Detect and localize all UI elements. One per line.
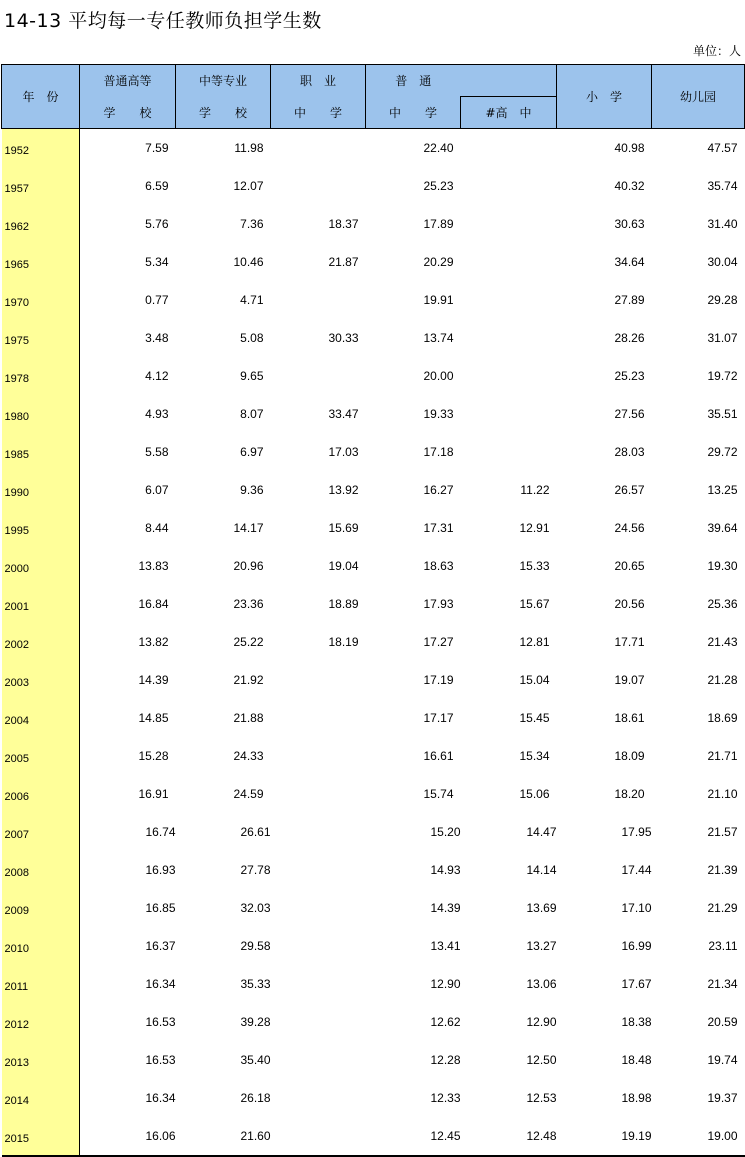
- cell-year: 2015: [2, 1117, 80, 1156]
- cell-kindergarten: 21.71: [707, 749, 738, 763]
- cell-primary-school: 19.19: [557, 1117, 652, 1156]
- cell-year: 2005: [2, 737, 80, 775]
- cell-primary-school: 34.64: [614, 255, 645, 269]
- table-row: [2, 1117, 745, 1156]
- table-row: [2, 395, 745, 433]
- cell-primary-school: 28.03: [614, 445, 645, 459]
- cell-regular-secondary: 17.93: [423, 597, 454, 611]
- cell-vocational-school: 18.19: [328, 635, 359, 649]
- cell-regular-secondary: 17.17: [423, 711, 454, 725]
- cell-primary-school: 17.95: [621, 825, 652, 839]
- cell-vocational-school: 33.47: [328, 407, 359, 421]
- cell-kindergarten: 21.57: [707, 825, 738, 839]
- header-regular-bottom: 中 学: [366, 97, 461, 129]
- cell-senior-high: 14.47: [526, 825, 557, 839]
- cell-primary-school: 40.32: [614, 179, 645, 193]
- cell-senior-high: 12.53: [526, 1091, 557, 1105]
- cell-higher-education: 15.28: [138, 749, 169, 763]
- cell-secondary-specialized: 10.46: [233, 255, 264, 269]
- cell-higher-education: 16.93: [145, 863, 176, 877]
- cell-year: 2006: [2, 775, 80, 813]
- cell-higher-education: 6.07: [145, 483, 169, 497]
- page-title: 14-13 平均每一专任教师负担学生数: [4, 10, 322, 32]
- cell-primary-school: 20.56: [614, 597, 645, 611]
- cell-higher-education: 5.76: [145, 217, 169, 231]
- table-row: [2, 661, 745, 699]
- cell-vocational-school: 17.03: [328, 445, 359, 459]
- cell-primary-school: 18.98: [621, 1091, 652, 1105]
- cell-regular-secondary: 15.74: [423, 787, 454, 801]
- cell-higher-education: 16.91: [138, 787, 169, 801]
- cell-secondary-specialized: 24.33: [233, 749, 264, 763]
- cell-higher-education: 14.39: [138, 673, 169, 687]
- cell-vocational-school: [271, 281, 366, 319]
- cell-higher-education: 3.48: [145, 331, 169, 345]
- cell-secondary-specialized: 5.08: [240, 331, 264, 345]
- cell-senior-high: 12.48: [461, 1117, 557, 1156]
- cell-higher-education: 13.83: [138, 559, 169, 573]
- table-row: [2, 547, 745, 585]
- cell-senior-high: 13.69: [526, 901, 557, 915]
- cell-secondary-specialized: 21.92: [233, 673, 264, 687]
- cell-primary-school: 18.61: [614, 711, 645, 725]
- cell-secondary-specialized: 29.58: [240, 939, 271, 953]
- cell-senior-high: 15.45: [519, 711, 550, 725]
- cell-higher-education: 5.58: [145, 445, 169, 459]
- cell-primary-school: 19.07: [614, 673, 645, 687]
- cell-secondary-specialized: 7.36: [240, 217, 264, 231]
- cell-regular-secondary: 16.61: [423, 749, 454, 763]
- cell-vocational-school: [271, 167, 366, 205]
- cell-regular-secondary: 16.27: [423, 483, 454, 497]
- cell-senior-high: [461, 319, 557, 357]
- cell-regular-secondary: 12.62: [430, 1015, 461, 1029]
- cell-vocational-school: [271, 1117, 366, 1156]
- cell-secondary-specialized: 6.97: [240, 445, 264, 459]
- cell-kindergarten: 31.07: [707, 331, 738, 345]
- cell-vocational-school: 18.37: [328, 217, 359, 231]
- cell-primary-school: 18.20: [614, 787, 645, 801]
- cell-primary-school: 17.67: [621, 977, 652, 991]
- cell-regular-secondary: 19.91: [423, 293, 454, 307]
- table-row: [2, 509, 745, 547]
- cell-regular-secondary: 22.40: [423, 141, 454, 155]
- cell-primary-school: 16.99: [621, 939, 652, 953]
- cell-primary-school: 27.56: [614, 407, 645, 421]
- cell-higher-education: 16.06: [80, 1117, 176, 1156]
- cell-kindergarten: 35.74: [707, 179, 738, 193]
- cell-secondary-specialized: 14.17: [233, 521, 264, 535]
- cell-secondary-specialized: 21.60: [176, 1117, 271, 1156]
- header-higher-top: 普通高等: [80, 65, 176, 97]
- table-row: [2, 167, 745, 205]
- cell-secondary-specialized: 9.36: [240, 483, 264, 497]
- cell-year: 1980: [2, 395, 80, 433]
- cell-higher-education: 14.85: [138, 711, 169, 725]
- table-row: [2, 243, 745, 281]
- cell-secondary-specialized: 11.98: [234, 141, 264, 155]
- header-kindergarten: 幼儿园: [652, 65, 745, 129]
- cell-senior-high: [461, 357, 557, 395]
- table-body: [2, 129, 745, 1157]
- cell-higher-education: 16.34: [145, 1091, 176, 1105]
- cell-vocational-school: [271, 1003, 366, 1041]
- cell-regular-secondary: 25.23: [423, 179, 454, 193]
- cell-regular-secondary: 18.63: [423, 559, 454, 573]
- cell-secondary-specialized: 23.36: [233, 597, 264, 611]
- cell-secondary-specialized: 20.96: [233, 559, 264, 573]
- cell-kindergarten: 20.59: [707, 1015, 738, 1029]
- cell-vocational-school: [271, 357, 366, 395]
- cell-regular-secondary: 14.93: [430, 863, 461, 877]
- cell-vocational-school: [271, 889, 366, 927]
- header-primary: 小 学: [557, 65, 652, 129]
- cell-primary-school: 20.65: [614, 559, 645, 573]
- cell-senior-high: [461, 433, 557, 471]
- cell-vocational-school: [271, 661, 366, 699]
- header-vocational-bottom: 中 学: [271, 97, 366, 129]
- cell-regular-secondary: 17.31: [423, 521, 454, 535]
- cell-year: 1970: [2, 281, 80, 319]
- header-year: 年 份: [2, 65, 80, 129]
- cell-secondary-specialized: 8.07: [240, 407, 264, 421]
- cell-primary-school: 26.57: [614, 483, 645, 497]
- header-regular-top-spacer: [461, 65, 557, 97]
- cell-senior-high: 15.67: [519, 597, 550, 611]
- cell-year: 2001: [2, 585, 80, 623]
- cell-higher-education: 4.12: [145, 369, 169, 383]
- cell-senior-high: 12.81: [519, 635, 550, 649]
- cell-vocational-school: 18.89: [328, 597, 359, 611]
- cell-higher-education: 7.59: [145, 141, 169, 155]
- cell-primary-school: 40.98: [614, 141, 645, 155]
- table-row: [2, 205, 745, 243]
- cell-secondary-specialized: 25.22: [233, 635, 264, 649]
- cell-kindergarten: 13.25: [707, 483, 738, 497]
- cell-regular-secondary: 15.20: [430, 825, 461, 839]
- table-row: [2, 1041, 745, 1079]
- cell-vocational-school: 21.87: [328, 255, 359, 269]
- table-row: [2, 281, 745, 319]
- cell-kindergarten: 29.28: [707, 293, 738, 307]
- cell-secondary-specialized: 35.33: [240, 977, 271, 991]
- cell-senior-high: 13.27: [526, 939, 557, 953]
- table-row: [2, 813, 745, 851]
- cell-vocational-school: [271, 965, 366, 1003]
- cell-higher-education: 4.93: [145, 407, 169, 421]
- cell-year: 1952: [2, 129, 80, 168]
- table-row: [2, 471, 745, 509]
- cell-year: 1965: [2, 243, 80, 281]
- cell-kindergarten: 21.28: [707, 673, 738, 687]
- cell-senior-high: [461, 205, 557, 243]
- table-row: [2, 851, 745, 889]
- cell-vocational-school: [271, 1041, 366, 1079]
- cell-vocational-school: [271, 851, 366, 889]
- table-row: [2, 585, 745, 623]
- cell-primary-school: 17.10: [621, 901, 652, 915]
- cell-higher-education: 16.85: [145, 901, 176, 915]
- header-secondary-bottom: 学 校: [176, 97, 271, 129]
- cell-regular-secondary: 12.33: [430, 1091, 461, 1105]
- cell-senior-high: [461, 129, 557, 168]
- data-table: [1, 64, 745, 1157]
- header-higher-bottom: 学 校: [80, 97, 176, 129]
- cell-year: 1990: [2, 471, 80, 509]
- cell-higher-education: 5.34: [145, 255, 169, 269]
- cell-senior-high: 15.04: [519, 673, 550, 687]
- cell-primary-school: 18.09: [614, 749, 645, 763]
- cell-year: 2013: [2, 1041, 80, 1079]
- cell-primary-school: 27.89: [614, 293, 645, 307]
- cell-secondary-specialized: 35.40: [240, 1053, 271, 1067]
- cell-kindergarten: 19.37: [707, 1091, 738, 1105]
- cell-higher-education: 8.44: [145, 521, 169, 535]
- table-row: [2, 965, 745, 1003]
- cell-year: 1975: [2, 319, 80, 357]
- cell-kindergarten: 21.29: [707, 901, 738, 915]
- cell-kindergarten: 19.00: [652, 1117, 745, 1156]
- cell-primary-school: 30.63: [614, 217, 645, 231]
- cell-primary-school: 17.71: [614, 635, 645, 649]
- cell-year: 2014: [2, 1079, 80, 1117]
- cell-kindergarten: 35.51: [707, 407, 738, 421]
- cell-year: 2012: [2, 1003, 80, 1041]
- cell-year: 2009: [2, 889, 80, 927]
- cell-senior-high: 15.33: [519, 559, 550, 573]
- cell-senior-high: 11.22: [520, 483, 550, 497]
- cell-kindergarten: 23.11: [708, 939, 738, 953]
- cell-regular-secondary: 20.00: [423, 369, 454, 383]
- cell-regular-secondary: 14.39: [430, 901, 461, 915]
- cell-regular-secondary: 17.18: [423, 445, 454, 459]
- cell-primary-school: 25.23: [614, 369, 645, 383]
- table-row: [2, 699, 745, 737]
- cell-vocational-school: [271, 775, 366, 813]
- cell-regular-secondary: 19.33: [423, 407, 454, 421]
- cell-senior-high: 13.06: [526, 977, 557, 991]
- header-regular-top: 普 通: [366, 65, 461, 97]
- cell-year: 1995: [2, 509, 80, 547]
- cell-vocational-school: [271, 1079, 366, 1117]
- cell-year: 1957: [2, 167, 80, 205]
- cell-vocational-school: [271, 737, 366, 775]
- cell-vocational-school: [271, 129, 366, 168]
- table-row: [2, 1079, 745, 1117]
- cell-secondary-specialized: 26.18: [240, 1091, 271, 1105]
- table-row: [2, 775, 745, 813]
- cell-kindergarten: 29.72: [707, 445, 738, 459]
- cell-regular-secondary: 12.45: [366, 1117, 461, 1156]
- cell-kindergarten: 21.43: [707, 635, 738, 649]
- cell-higher-education: 0.77: [145, 293, 169, 307]
- cell-regular-secondary: 13.41: [430, 939, 461, 953]
- cell-year: 2003: [2, 661, 80, 699]
- cell-senior-high: 12.50: [526, 1053, 557, 1067]
- cell-senior-high: 15.34: [519, 749, 550, 763]
- cell-higher-education: 16.53: [145, 1015, 176, 1029]
- header-secondary-top: 中等专业: [176, 65, 271, 97]
- cell-kindergarten: 21.39: [707, 863, 738, 877]
- cell-primary-school: 28.26: [614, 331, 645, 345]
- cell-higher-education: 16.53: [145, 1053, 176, 1067]
- cell-year: 2000: [2, 547, 80, 585]
- cell-secondary-specialized: 4.71: [240, 293, 264, 307]
- cell-vocational-school: 30.33: [328, 331, 359, 345]
- cell-higher-education: 6.59: [145, 179, 169, 193]
- cell-kindergarten: 30.04: [707, 255, 738, 269]
- cell-secondary-specialized: 9.65: [240, 369, 264, 383]
- cell-year: 2008: [2, 851, 80, 889]
- cell-year: 2010: [2, 927, 80, 965]
- cell-secondary-specialized: 39.28: [240, 1015, 271, 1029]
- cell-regular-secondary: 20.29: [423, 255, 454, 269]
- cell-kindergarten: 19.72: [707, 369, 738, 383]
- cell-secondary-specialized: 27.78: [240, 863, 271, 877]
- cell-regular-secondary: 13.74: [423, 331, 454, 345]
- cell-secondary-specialized: 12.07: [233, 179, 264, 193]
- cell-vocational-school: 19.04: [328, 559, 359, 573]
- cell-regular-secondary: 12.28: [430, 1053, 461, 1067]
- table-row: [2, 623, 745, 661]
- cell-vocational-school: [271, 699, 366, 737]
- cell-kindergarten: 18.69: [707, 711, 738, 725]
- cell-kindergarten: 19.30: [707, 559, 738, 573]
- cell-higher-education: 16.84: [138, 597, 169, 611]
- cell-senior-high: 12.90: [526, 1015, 557, 1029]
- cell-senior-high: 14.14: [526, 863, 557, 877]
- cell-higher-education: 16.37: [145, 939, 176, 953]
- cell-secondary-specialized: 32.03: [240, 901, 271, 915]
- table-row: [2, 889, 745, 927]
- cell-senior-high: [461, 167, 557, 205]
- cell-kindergarten: 19.74: [707, 1053, 738, 1067]
- cell-senior-high: 12.91: [519, 521, 550, 535]
- cell-vocational-school: [271, 813, 366, 851]
- cell-year: 2011: [2, 965, 80, 1003]
- cell-year: 1985: [2, 433, 80, 471]
- cell-higher-education: 16.34: [145, 977, 176, 991]
- table-row: [2, 433, 745, 471]
- cell-regular-secondary: 17.27: [423, 635, 454, 649]
- cell-year: 2002: [2, 623, 80, 661]
- cell-secondary-specialized: 21.88: [233, 711, 264, 725]
- cell-primary-school: 17.44: [621, 863, 652, 877]
- table-header: [2, 65, 745, 129]
- table-row: [2, 319, 745, 357]
- cell-kindergarten: 31.40: [707, 217, 738, 231]
- table-row: [2, 927, 745, 965]
- cell-senior-high: 15.06: [519, 787, 550, 801]
- table-row: [2, 737, 745, 775]
- table-row: [2, 357, 745, 395]
- cell-kindergarten: 47.57: [707, 141, 738, 155]
- cell-kindergarten: 25.36: [707, 597, 738, 611]
- cell-kindergarten: 21.34: [707, 977, 738, 991]
- cell-kindergarten: 21.10: [707, 787, 738, 801]
- cell-regular-secondary: 17.89: [423, 217, 454, 231]
- unit-label: 单位：人: [692, 44, 741, 58]
- cell-primary-school: 24.56: [614, 521, 645, 535]
- cell-kindergarten: 39.64: [707, 521, 738, 535]
- cell-regular-secondary: 17.19: [423, 673, 454, 687]
- cell-year: 2007: [2, 813, 80, 851]
- cell-senior-high: [461, 243, 557, 281]
- cell-vocational-school: 15.69: [328, 521, 359, 535]
- cell-primary-school: 18.48: [621, 1053, 652, 1067]
- cell-year: 2004: [2, 699, 80, 737]
- cell-secondary-specialized: 26.61: [240, 825, 271, 839]
- cell-higher-education: 13.82: [138, 635, 169, 649]
- cell-year: 1978: [2, 357, 80, 395]
- cell-year: 1962: [2, 205, 80, 243]
- cell-vocational-school: [271, 927, 366, 965]
- cell-secondary-specialized: 24.59: [233, 787, 264, 801]
- cell-higher-education: 16.74: [145, 825, 176, 839]
- cell-regular-secondary: 12.90: [430, 977, 461, 991]
- header-senior-high: #高 中: [461, 97, 557, 129]
- table-row: [2, 1003, 745, 1041]
- cell-senior-high: [461, 395, 557, 433]
- table-row: [2, 129, 745, 168]
- cell-primary-school: 18.38: [621, 1015, 652, 1029]
- cell-vocational-school: 13.92: [328, 483, 359, 497]
- cell-senior-high: [461, 281, 557, 319]
- header-vocational-top: 职 业: [271, 65, 366, 97]
